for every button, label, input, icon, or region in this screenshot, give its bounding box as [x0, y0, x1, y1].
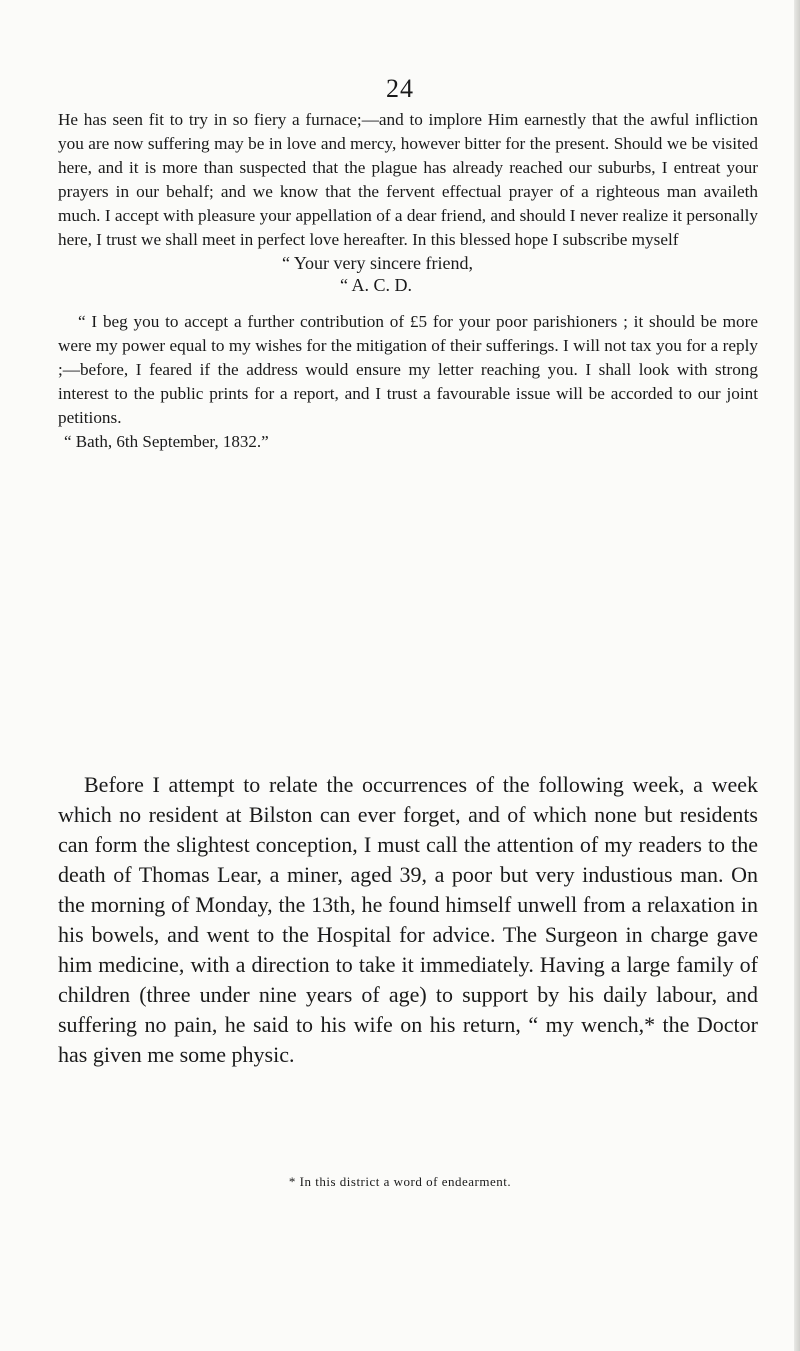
letter-paragraph: He has seen fit to try in so fiery a furnace;—and to implore Him earnestly that the awful infliction you are now suffering may be in love and mercy, however bitter for the present. Should we be visited here, and it is more than suspected that the plague has already reached our suburbs, I entreat your prayers in our behalf; and we know that the fervent effectual prayer of a righteous man availeth much. I accept with pleasure your appellation of a dear friend, and should I never realize it personally here, I trust we shall meet in perfect love hereafter. In this blessed hope I subscribe myself: [58, 110, 758, 249]
narrative-text: [58, 770, 758, 1070]
page-number: 24: [386, 74, 414, 103]
footnote: * In this district a word of endearment.: [288, 1174, 512, 1189]
narrative-paragraph: Before I attempt to relate the occurrences of the following week, a week which no resident at Bilston can ever forget, and of which none but residents can form the slightest conception, I must call the attention of my readers to the death of Thomas Lear, a miner, aged 39, a poor but very industious man. On the morning of Monday, the 13th, he found himself unwell from a relaxation in his bowels, and went to the Hospital for advice. The Surgeon in charge gave him medicine, with a direction to take it immediately. Having a large family of children (three under nine years of age) to support by his daily labour, and suffering no pain, he said to his wife on his return, “ my wench,* the Doctor has given me some physic.: [58, 772, 758, 1067]
page-edge-shadow: [794, 0, 800, 1351]
letter-excerpt: [58, 108, 758, 454]
letter-closing: [58, 252, 758, 296]
letter-salutation: “ Your very sincere friend,: [282, 253, 473, 273]
letter-dateline: “ Bath, 6th September, 1832.”: [64, 432, 269, 451]
letter-postscript: “ I beg you to accept a further contribution of £5 for your poor parishioners ; it should be more were my power equal to my wishes for the mitigation of their sufferings. I will not tax you for a reply ;—before, I feared if the address would ensure my letter reaching you. I shall look with strong interest to the public prints for a report, and I trust a favourable issue will be accorded to our joint petitions.: [58, 312, 758, 427]
letter-signature: “ A. C. D.: [340, 275, 412, 295]
